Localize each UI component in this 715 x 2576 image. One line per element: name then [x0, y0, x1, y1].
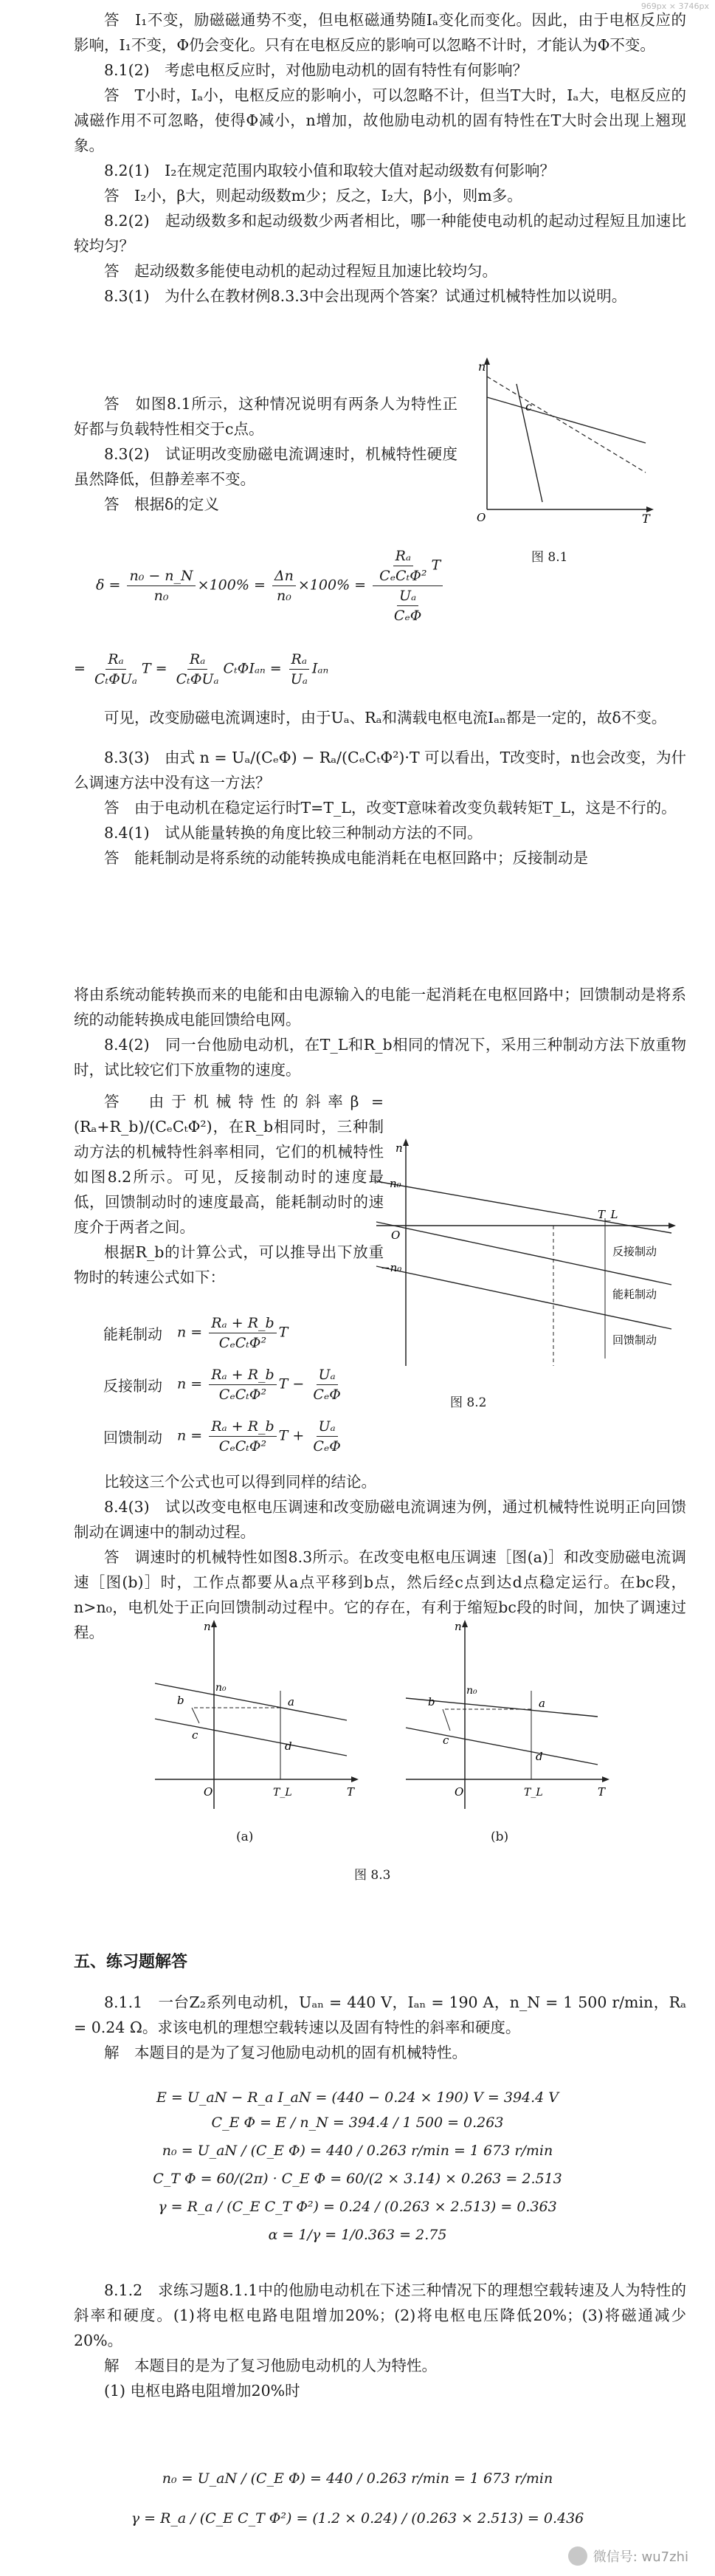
answer: 答 调速时的机械特性如图8.3所示。在改变电枢电压调速［图(a)］和改变励磁电流调速［图(b)］时，工作点都要从a点平移到b点，然后经c点到达d点稳定运行。在bc段，n>n₀，电机处于正向回馈制动过程中。它的存在，有利于缩短bc段的时间，加快了调速过程。 [74, 1548, 686, 1641]
wechat-id: 微信号: wu7zhi [593, 2549, 688, 2565]
label-n0: n₀ [466, 1685, 477, 1697]
delta-formula: δ = $\frac{\text{n₀ − n\_N}}{\text{n₀}}$ ×100% = $\frac{\Delta n}{\text{n₀}}$ ×100% = $\frac{\text{Rₐ}}{\text{CₑCₜΦ²}}$ T $\frac{\text{Uₐ}}{\text{CₑΦ}}$ [96, 546, 445, 625]
calc-line: C_E Φ = E / n_N = 394.4 / 1 500 = 0.263 [211, 2115, 504, 2131]
paragraph: 答 I₁不变，励磁磁通势不变，但电枢磁通势随Iₐ变化而变化。因此，由于电枢反应的影响，I₁不变，Φ仍会变化。只有在电枢反应的影响可以忽略不计时，才能认为Φ不变。 [74, 11, 686, 54]
section-title: 五、练习题解答 [74, 1953, 188, 1971]
solution-intro: 解 本题目的是为了复习他励电动机的人为特性。 [104, 2357, 437, 2374]
calc-block-811 [0, 2089, 715, 2255]
formula-reverse: 反接制动 n = $\frac{\text{Rₐ + R\_b}}{\text{CₑCₜΦ²}}$ T − $\frac{\text{Uₐ}}{\text{CₑΦ}}$ [103, 1366, 341, 1403]
axis-label-t: T [642, 512, 650, 524]
wechat-icon [568, 2546, 587, 2566]
line-label-regenerative: 回馈制动 [612, 1333, 657, 1347]
question: 8.3(3) 由式 n = Uₐ/(CₑΦ) − Rₐ/(CₑCₜΦ²)·T 可以看出，T改变时，n也会改变，为什么调速方法中没有这一方法？ [74, 749, 687, 791]
wechat-watermark [568, 2546, 688, 2566]
origin-label: O [204, 1785, 213, 1799]
figure-8-3a [148, 1617, 362, 1824]
point-b: b [177, 1694, 184, 1707]
figure-8-1 [472, 354, 657, 524]
text-block-842 [74, 982, 686, 1082]
axis-label-n: n [396, 1141, 403, 1155]
axis-label-n0: n₀ [390, 1177, 401, 1190]
exercise: 8.1.2 求练习题8.1.1中的他励电动机在下述三种情况下的理想空载转速及人为特性的斜率和硬度。(1)将电枢电路电阻增加20%；(2)将电枢电压降低20%；(3)将磁通减少20%。 [74, 2281, 686, 2349]
figure-8-3b-label: (b) [491, 1830, 509, 1844]
text-block-811 [74, 1990, 686, 2065]
brake-formulas [103, 1307, 345, 1462]
delta-formula-2: = $\frac{\text{Rₐ}}{\text{CₜΦUₐ}}$ T = $\frac{\text{Rₐ}}{\text{CₜΦUₐ}}$ CₜΦIₐₙ = $\frac{\text{Rₐ}}{\text{Uₐ}}$ Iₐₙ [74, 651, 329, 687]
axis-label-n: n [455, 1620, 462, 1633]
point-a: a [288, 1695, 294, 1708]
axis-label-tl: T_L [598, 1208, 618, 1221]
answer: 答 T小时，Iₐ小，电枢反应的影响小，可以忽略不计，但当T大时，Iₐ大，电枢反应的减磁作用不可忽略，使得Φ减小，n增加，故他励电动机的固有特性在T大时会出现上翘现象。 [74, 86, 686, 154]
calc-line: C_T Φ = 60/(2π) · C_E Φ = 60/(2 × 3.14) × 0.263 = 2.513 [153, 2171, 562, 2187]
text-block-842-answer [74, 1089, 384, 1290]
figure-8-1-caption: 图 8.1 [531, 550, 568, 565]
point-d: d [536, 1750, 543, 1763]
calc-block-812 [0, 2459, 715, 2538]
answer: 答 由于机械特性的斜率β = (Rₐ+R_b)/(CₑCₜΦ²)，在R_b相同时，三种制动方法的机械特性斜率相同，它们的机械特性如图8.2所示。可见，反接制动时的速度最低，回馈制动时的速度最高，能耗制动时的速度介于两者之间。 [74, 1093, 384, 1236]
axis-label-n: n [478, 360, 486, 374]
paragraph: 将由系统动能转换而来的电能和由电源输入的电能一起消耗在电枢回路中；回馈制动是将系统的动能转换成电能回馈给电网。 [74, 986, 686, 1028]
point-d: d [285, 1739, 292, 1753]
point-label-c: c [525, 399, 532, 413]
answer: 答 I₂小，β大，则起动级数m少；反之，I₂大，β小，则m多。 [104, 187, 522, 205]
question: 8.1(2) 考虑电枢反应时，对他励电动机的固有特性有何影响？ [104, 61, 528, 79]
axis-label-n: n [204, 1620, 211, 1633]
question: 8.2(1) I₂在规定范围内取较小值和取较大值对起动级数有何影响？ [104, 162, 555, 179]
text-block-833 [74, 705, 686, 870]
formula-regenerative: 回馈制动 n = $\frac{\text{Rₐ + R\_b}}{\text{CₑCₜΦ²}}$ T + $\frac{\text{Uₐ}}{\text{CₑΦ}}$ [103, 1418, 341, 1454]
text-block-812 [74, 2278, 686, 2403]
paragraph: 比较这三个公式也可以得到同样的结论。 [104, 1473, 376, 1491]
subcase: (1) 电枢电路电阻增加20%时 [104, 2382, 300, 2400]
text-block-831 [74, 391, 457, 517]
question: 8.4(1) 试从能量转换的角度比较三种制动方法的不同。 [104, 824, 483, 842]
point-b: b [428, 1695, 435, 1708]
question: 8.4(2) 同一台他励电动机，在T_L和R_b相同的情况下，采用三种制动方法下放重物时，试比较它们下放重物的速度。 [74, 1036, 686, 1079]
calc-line: n₀ = U_aN / (C_E Φ) = 440 / 0.263 r/min = 1 673 r/min [162, 2470, 553, 2487]
formula-dynamic: 能耗制动 n = $\frac{\text{Rₐ + R\_b}}{\text{CₑCₜΦ²}}$ T [103, 1314, 289, 1351]
answer: 答 如图8.1所示，这种情况说明有两条人为特性正好都与负载特性相交于c点。 [74, 395, 457, 438]
axis-label-t: T [598, 1785, 606, 1799]
label-n0: n₀ [215, 1682, 227, 1694]
text-block-top [74, 7, 686, 309]
exercise: 8.1.1 一台Z₂系列电动机，Uₐₙ = 440 V，Iₐₙ = 190 A，n_N = 1 500 r/min，Rₐ = 0.24 Ω。求该电机的理想空载转速以及固有特性的斜率和硬度。 [74, 1993, 686, 2036]
origin-label: O [455, 1785, 464, 1799]
answer: 答 由于电动机在稳定运行时T=T_L，改变T意味着改变负载转矩T_L，这是不行的。 [104, 799, 677, 817]
calc-line: γ = R_a / (C_E C_T Φ²) = (1.2 × 0.24) / (0.263 × 2.513) = 0.436 [131, 2510, 584, 2527]
point-a: a [539, 1697, 545, 1710]
figure-8-3b [398, 1617, 612, 1824]
figure-8-2-caption: 图 8.2 [450, 1395, 487, 1410]
line-label-reverse: 反接制动 [612, 1245, 657, 1258]
axis-label-tl: T_L [273, 1787, 292, 1799]
answer: 答 能耗制动是将系统的动能转换成电能消耗在电枢回路中；反接制动是 [104, 849, 588, 867]
paragraph: 根据R_b的计算公式，可以推导出下放重物时的转速公式如下： [74, 1243, 384, 1286]
origin-label: O [391, 1229, 401, 1242]
figure-8-3-caption: 图 8.3 [354, 1868, 391, 1883]
question: 8.4(3) 试以改变电枢电压调速和改变励磁电流调速为例，通过机械特性说明正向回馈制动在调速中的制动过程。 [74, 1498, 686, 1541]
figure-8-2 [369, 1137, 679, 1381]
figure-8-3a-label: (a) [236, 1830, 254, 1844]
calc-line: α = 1/γ = 1/0.363 = 2.75 [268, 2227, 447, 2243]
solution-intro: 解 本题目的是为了复习他励电动机的固有机械特性。 [104, 2044, 467, 2061]
point-c: c [443, 1734, 449, 1747]
question: 8.3(2) 试证明改变励磁电流调速时，机械特性硬度虽然降低，但静差率不变。 [74, 445, 457, 488]
line-label-dynamic: 能耗制动 [612, 1288, 657, 1301]
answer: 答 根据δ的定义 [104, 495, 219, 513]
question: 8.2(2) 起动级数多和起动级数少两者相比，哪一种能使电动机的起动过程短且加速比较均匀？ [74, 212, 686, 255]
calc-line: E = U_aN − R_a I_aN = (440 − 0.24 × 190) V = 394.4 V [156, 2089, 559, 2106]
origin-label: O [477, 511, 486, 524]
question: 8.3(1) 为什么在教材例8.3.3中会出现两个答案？试通过机械特性加以说明。 [104, 287, 627, 305]
point-c: c [192, 1728, 198, 1742]
axis-label-t: T [347, 1785, 355, 1799]
axis-label-minus-n0: −n₀ [381, 1261, 402, 1274]
answer: 答 起动级数多能使电动机的起动过程短且加速比较均匀。 [104, 262, 497, 280]
calc-line: n₀ = U_aN / (C_E Φ) = 440 / 0.263 r/min = 1 673 r/min [162, 2143, 553, 2159]
axis-label-tl: T_L [524, 1787, 543, 1799]
paragraph: 可见，改变励磁电流调速时，由于Uₐ、Rₐ和满载电枢电流Iₐₙ都是一定的，故δ不变。 [104, 709, 667, 727]
calc-line: γ = R_a / (C_E C_T Φ²) = 0.24 / (0.263 × 2.513) = 0.363 [158, 2199, 557, 2215]
image-size-watermark: 969px × 3746px [640, 1, 709, 11]
